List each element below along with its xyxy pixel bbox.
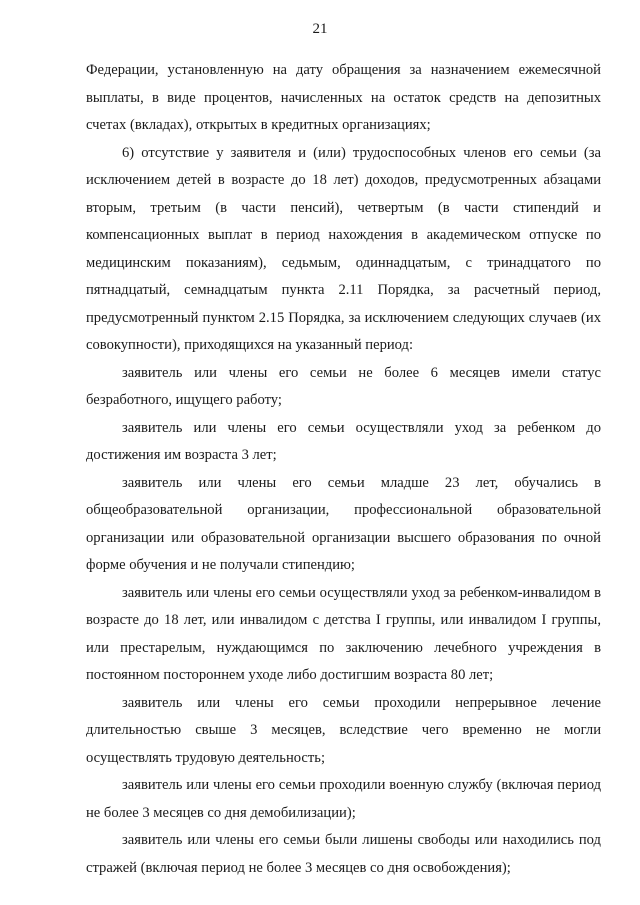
document-body bbox=[86, 57, 601, 882]
paragraph: Федерации, установленную на дату обращения за назначением ежемесячной выплаты, в виде процентов, начисленных на остаток средств на депозитных счетах (вкладах), открытых в кредитных организациях; bbox=[86, 62, 601, 133]
paragraph: заявитель или члены его семьи проходили военную службу (включая период не более 3 месяцев со дня демобилизации); bbox=[86, 777, 601, 821]
paragraph: 6) отсутствие у заявителя и (или) трудоспособных членов его семьи (за исключением детей в возрасте до 18 лет) доходов, предусмотренных абзацами вторым, третьим (в части пенсий), четвертым (в части стипендий и компенсационных выплат в период нахождения в академическом отпуске по медицинским показаниям), седьмым, одиннадцатым, с тринадцатого по пятнадцатый, семнадцатым пункта 2.11 Порядка, за расчетный период, предусмотренный пунктом 2.15 Порядка, за исключением следующих случаев (их совокупности), приходящихся на указанный период: bbox=[86, 144, 601, 353]
paragraph: заявитель или члены его семьи не более 6 месяцев имели статус безработного, ищущего работу; bbox=[86, 364, 601, 408]
paragraph: заявитель или члены его семьи младше 23 лет, обучались в общеобразовательной организации, профессиональной образовательной организации или образовательной организации высшего образования по очной форме обучения и не получали стипендию; bbox=[86, 474, 601, 573]
paragraph: заявитель или члены его семьи были лишены свободы или находились под стражей (включая период не более 3 месяцев со дня освобождения); bbox=[86, 832, 601, 876]
paragraph: заявитель или члены его семьи осуществляли уход за ребенком-инвалидом в возрасте до 18 лет, или инвалидом с детства I группы, или инвалидом I группы, или престарелым, нуждающимся по заключению лечебного учреждения в постоянном постороннем уходе либо достигшим возраста 80 лет; bbox=[86, 584, 601, 683]
page-number: 21 bbox=[312, 21, 328, 37]
paragraph: заявитель или члены его семьи проходили непрерывное лечение длительностью свыше 3 месяцев, вследствие чего временно не могли осуществлять трудовую деятельность; bbox=[86, 694, 601, 766]
paragraph: заявитель или члены его семьи осуществляли уход за ребенком до достижения им возраста 3 лет; bbox=[86, 419, 601, 463]
